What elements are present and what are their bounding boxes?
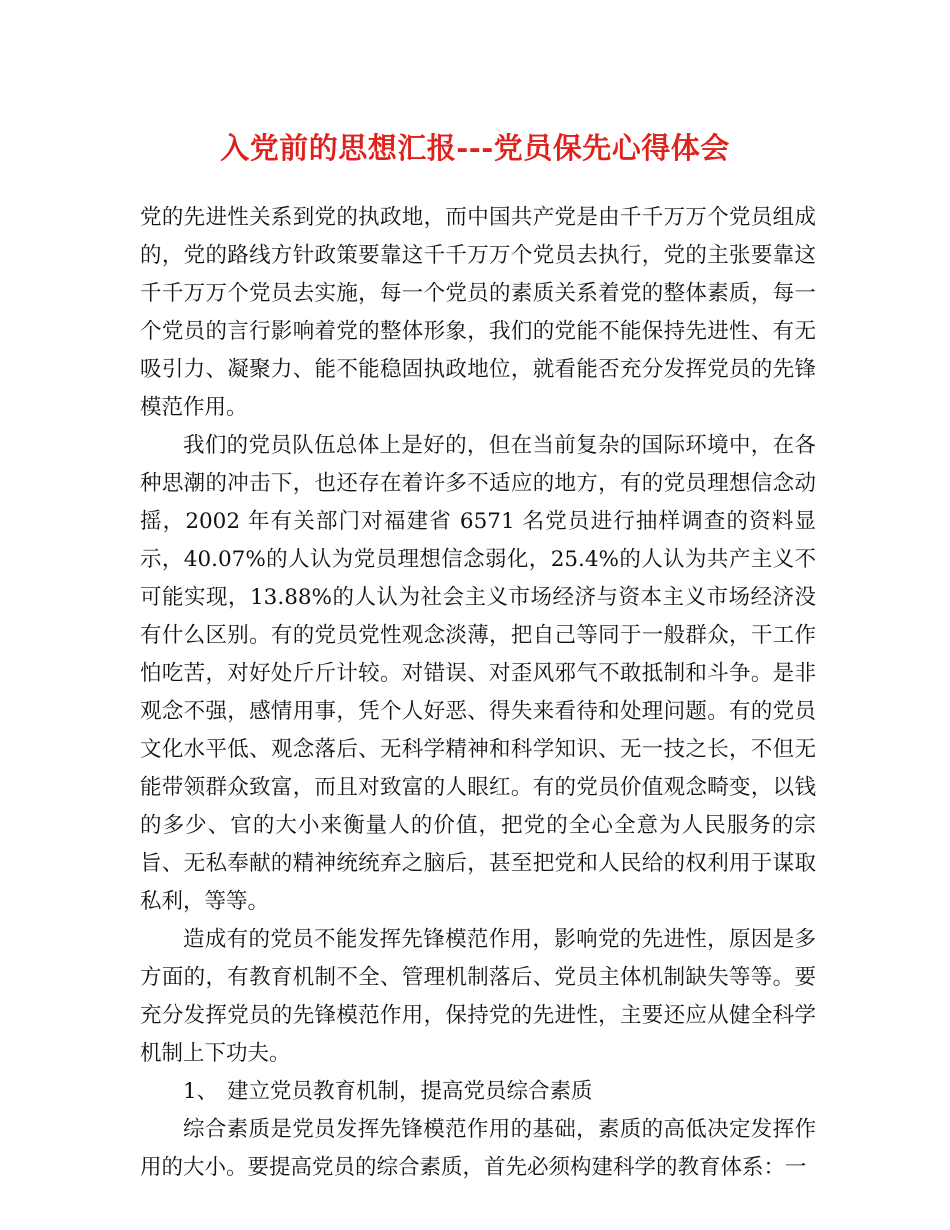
document-body (140, 199, 816, 1187)
section-heading-number: 1、 (183, 1079, 219, 1104)
paragraph-2: 我们的党员队伍总体上是好的，但在当前复杂的国际环境中，在各种思潮的冲击下，也还存在着许多不适应的地方，有的党员理想信念动摇，2002 年有关部门对福建省 6571 名党员进行抽样调查的资料显示，40.07%的人认为党员理想信念弱化，25.4%的人认为共产主义不可能实现，13.88%的人认为社会主义市场经济与资本主义市场经济没有什么区别。有的党员党性观念淡薄，把自己等同于一般群众，干工作怕吃苦，对好处斤斤计较。对错误、对歪风邪气不敢抵制和斗争。是非观念不强，感情用事，凭个人好恶、得失来看待和处理问题。有的党员文化水平低、观念落后、无科学精神和科学知识、无一技之长，不但无能带领群众致富，而且对致富的人眼红。有的党员价值观念畸变，以钱的多少、官的大小来衡量人的价值，把党的全心全意为人民服务的宗旨、无私奉献的精神统统弃之脑后，甚至把党和人民给的权利用于谋取私利，等等。 (140, 433, 816, 914)
paragraph-3: 造成有的党员不能发挥先锋模范作用，影响党的先进性，原因是多方面的，有教育机制不全、管理机制落后、党员主体机制缺失等等。要充分发挥党员的先锋模范作用，保持党的先进性，主要还应从健全科学机制上下功夫。 (140, 927, 816, 1066)
paragraph-1: 党的先进性关系到党的执政地，而中国共产党是由千千万万个党员组成的，党的路线方针政策要靠这千千万万个党员去执行，党的主张要靠这千千万万个党员去实施，每一个党员的素质关系着党的整体素质，每一个党员的言行影响着党的整体形象，我们的党能不能保持先进性、有无吸引力、凝聚力、能不能稳固执政地位，就看能否充分发挥党员的先锋模范作用。 (140, 205, 816, 420)
section-heading-1 (140, 1073, 816, 1111)
document-title: 入党前的思想汇报---党员保先心得体会 (220, 131, 730, 165)
paragraph-4: 综合素质是党员发挥先锋模范作用的基础，素质的高低决定发挥作用的大小。要提高党员的综合素质，首先必须构建科学的教育体系：一 (140, 1117, 816, 1180)
section-heading-text: 建立党员教育机制，提高党员综合素质 (227, 1079, 593, 1104)
